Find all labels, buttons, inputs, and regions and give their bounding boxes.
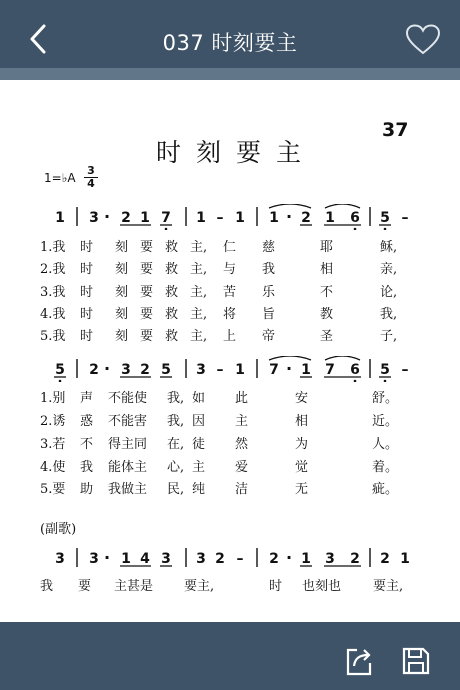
lyric-word: 圣 xyxy=(320,329,334,344)
lyric-word: 论, xyxy=(380,285,398,300)
note: 7 xyxy=(269,362,279,378)
lyric-word: 惑 xyxy=(80,414,94,429)
lyric-word: 要 xyxy=(140,285,154,300)
share-button[interactable] xyxy=(343,645,375,677)
lyric-row xyxy=(40,258,450,278)
lyric-word: 人。 xyxy=(372,437,399,452)
note: 1 xyxy=(196,210,206,226)
lyric-word: 洁 xyxy=(235,482,249,497)
lyric-word: 1.我 xyxy=(40,240,66,255)
note: 2 xyxy=(140,362,150,378)
lyric-word: 也刻也 xyxy=(302,579,342,594)
lyric-word: 救 xyxy=(165,285,179,300)
lyric-word: 得主同 xyxy=(108,437,148,452)
note: 3 xyxy=(89,551,99,567)
lyric-word: 刻 xyxy=(115,329,129,344)
page-title: 037 时刻要主 xyxy=(162,31,298,55)
lyric-word: 无 xyxy=(295,482,309,497)
lyric-word: 要主, xyxy=(373,579,404,594)
favorite-button[interactable] xyxy=(405,24,441,56)
lyric-word: 近。 xyxy=(372,414,399,429)
lyric-word: 刻 xyxy=(115,262,129,277)
note: · xyxy=(285,207,293,226)
lyric-word: 仁 xyxy=(223,240,237,255)
note: 1 xyxy=(400,551,410,567)
lyric-word: 时 xyxy=(80,240,94,255)
note: 3 xyxy=(161,551,171,567)
lyric-word: 主, xyxy=(190,285,208,300)
note: – xyxy=(216,210,224,226)
lyric-word: 不能害 xyxy=(108,414,148,429)
lyric-row xyxy=(40,281,450,301)
note: · xyxy=(103,548,111,567)
lyric-word: 舒。 xyxy=(372,391,399,406)
lyric-word: 主 xyxy=(192,460,206,475)
lyric-word: 时 xyxy=(80,329,94,344)
lyric-word: 能体主 xyxy=(108,460,148,475)
note: 1 xyxy=(140,210,150,226)
note: 1 xyxy=(55,210,65,226)
lyric-word: 时 xyxy=(80,285,94,300)
note: 3 xyxy=(89,210,99,226)
note: 5 xyxy=(380,362,390,378)
notation-line-3 xyxy=(0,545,460,571)
lyric-word: 如 xyxy=(192,391,206,406)
note: 5 xyxy=(380,210,390,226)
note: 6 xyxy=(350,210,360,226)
lyric-word: 教 xyxy=(320,307,334,322)
lyric-word: 我, xyxy=(380,307,398,322)
lyric-word: 时 xyxy=(80,307,94,322)
lyric-word: 2.我 xyxy=(40,262,66,277)
lyric-row xyxy=(40,236,450,256)
note: 5 xyxy=(161,362,171,378)
lyric-word: 刻 xyxy=(115,285,129,300)
lyric-word: 因 xyxy=(192,414,206,429)
lyric-word: 时 xyxy=(269,579,283,594)
lyric-word: 心, xyxy=(167,460,185,475)
lyric-word: 要主, xyxy=(184,579,215,594)
lyric-word: 相 xyxy=(295,414,309,429)
lyric-word: 觉 xyxy=(295,460,309,475)
save-floppy-icon xyxy=(400,645,432,677)
lyric-word: 稣, xyxy=(380,240,398,255)
lyric-word: 不 xyxy=(320,285,334,300)
lyric-word: 民, xyxy=(167,482,185,497)
notation-svg xyxy=(0,356,460,382)
chorus-label: (副歌) xyxy=(40,522,77,537)
lyric-row xyxy=(40,387,450,407)
lyric-word: 要 xyxy=(140,240,154,255)
heart-outline-icon xyxy=(405,24,441,56)
lyric-word: 3.我 xyxy=(40,285,66,300)
note: 2 xyxy=(301,210,311,226)
note: · xyxy=(103,359,111,378)
lyric-word: 旨 xyxy=(262,307,276,322)
lyric-word: 纯 xyxy=(192,482,206,497)
note: 3 xyxy=(196,362,206,378)
note: 1 xyxy=(325,210,335,226)
lyric-word: 为 xyxy=(295,437,309,452)
note: · xyxy=(285,359,293,378)
time-signature-top: 3 xyxy=(87,164,95,177)
lyric-word: 安 xyxy=(295,391,309,406)
save-button[interactable] xyxy=(400,645,432,677)
lyric-row xyxy=(40,575,450,595)
octave-dot xyxy=(165,228,168,230)
lyric-row xyxy=(40,433,450,453)
lyric-word: 不能使 xyxy=(108,391,148,406)
lyric-word: 主, xyxy=(190,329,208,344)
note: 1 xyxy=(235,210,245,226)
octave-dot xyxy=(59,380,62,382)
note: 3 xyxy=(325,551,335,567)
note: 2 xyxy=(121,210,131,226)
lyric-word: 4.我 xyxy=(40,307,66,322)
note: 7 xyxy=(325,362,335,378)
lyric-word: 相 xyxy=(320,262,334,277)
lyric-row xyxy=(40,478,450,498)
note: 3 xyxy=(121,362,131,378)
note: 5 xyxy=(55,362,65,378)
note: 2 xyxy=(269,551,279,567)
lyric-word: 主, xyxy=(190,307,208,322)
note: – xyxy=(401,362,409,378)
lyric-word: 要 xyxy=(140,307,154,322)
lyric-word: 救 xyxy=(165,240,179,255)
lyric-word: 助 xyxy=(80,482,94,497)
share-export-icon xyxy=(343,645,375,677)
lyric-word: 慈 xyxy=(262,240,276,255)
lyric-word: 我, xyxy=(167,391,185,406)
lyric-word: 3.若 xyxy=(40,437,66,452)
note: 3 xyxy=(55,551,65,567)
note: 1 xyxy=(301,362,311,378)
notation-svg xyxy=(0,545,460,571)
lyric-word: 此 xyxy=(235,391,249,406)
lyric-word: 2.诱 xyxy=(40,414,66,429)
hymn-title: 时刻要主 xyxy=(155,138,316,167)
lyric-word: 苦 xyxy=(223,285,237,300)
lyric-word: 帝 xyxy=(262,329,276,344)
note: · xyxy=(103,207,111,226)
lyric-word: 主, xyxy=(190,262,208,277)
lyric-word: 刻 xyxy=(115,307,129,322)
lyric-word: 要 xyxy=(140,329,154,344)
lyric-word: 在, xyxy=(167,437,185,452)
note: 3 xyxy=(196,551,206,567)
note: 2 xyxy=(380,551,390,567)
lyric-word: 主甚是 xyxy=(114,579,154,594)
lyric-word: 主 xyxy=(235,414,249,429)
lyric-word: 我做主 xyxy=(108,482,148,497)
lyric-row xyxy=(40,325,450,345)
lyric-word: 要 xyxy=(140,262,154,277)
lyric-row xyxy=(40,456,450,476)
lyric-word: 我, xyxy=(167,414,185,429)
lyric-word: 将 xyxy=(223,307,237,322)
note: – xyxy=(401,210,409,226)
lyric-word: 亲, xyxy=(380,262,398,277)
lyric-word: 救 xyxy=(165,262,179,277)
bottom-toolbar xyxy=(0,622,460,690)
octave-dot xyxy=(384,380,387,382)
note: – xyxy=(236,551,244,567)
lyric-word: 要 xyxy=(78,579,92,594)
lyric-word: 我 xyxy=(40,579,54,594)
lyric-word: 1.别 xyxy=(40,391,66,406)
lyric-word: 徒 xyxy=(192,437,206,452)
top-bar-strip xyxy=(0,68,460,80)
note: – xyxy=(216,362,224,378)
octave-dot xyxy=(354,228,357,230)
octave-dot xyxy=(354,380,357,382)
note: 2 xyxy=(215,551,225,567)
lyric-word: 耶 xyxy=(320,240,334,255)
lyric-word: 爱 xyxy=(235,460,249,475)
lyric-row xyxy=(40,303,450,323)
lyric-word: 乐 xyxy=(262,285,276,300)
lyric-word: 我 xyxy=(262,262,276,277)
lyric-word: 子, xyxy=(380,329,398,344)
lyric-word: 我 xyxy=(80,460,94,475)
lyric-word: 上 xyxy=(223,329,237,344)
slur xyxy=(325,204,360,208)
note: 7 xyxy=(161,210,171,226)
note: 2 xyxy=(350,551,360,567)
lyric-word: 声 xyxy=(80,391,94,406)
time-signature xyxy=(84,165,98,190)
lyric-word: 4.使 xyxy=(40,460,66,475)
note: 1 xyxy=(235,362,245,378)
lyric-word: 不 xyxy=(80,437,94,452)
lyric-word: 5.要 xyxy=(40,482,66,497)
note: 1 xyxy=(269,210,279,226)
slur xyxy=(325,356,360,360)
notation-line-1 xyxy=(0,204,460,230)
lyric-word: 疵。 xyxy=(372,482,399,497)
lyric-word: 主, xyxy=(190,240,208,255)
lyric-word: 救 xyxy=(165,307,179,322)
notation-line-2 xyxy=(0,356,460,382)
note: · xyxy=(285,548,293,567)
note: 6 xyxy=(350,362,360,378)
lyric-word: 救 xyxy=(165,329,179,344)
note: 1 xyxy=(301,551,311,567)
note: 4 xyxy=(140,551,150,567)
key-signature: 1=♭A xyxy=(44,171,76,185)
lyric-word: 与 xyxy=(223,262,237,277)
lyric-row xyxy=(40,410,450,430)
octave-dot xyxy=(384,228,387,230)
lyric-word: 然 xyxy=(235,437,249,452)
hymn-number: 37 xyxy=(382,119,409,141)
note: 1 xyxy=(121,551,131,567)
lyric-word: 刻 xyxy=(115,240,129,255)
lyric-word: 着。 xyxy=(372,460,399,475)
notation-svg xyxy=(0,204,460,230)
time-signature-bottom: 4 xyxy=(84,177,98,190)
lyric-word: 时 xyxy=(80,262,94,277)
lyric-word: 5.我 xyxy=(40,329,66,344)
note: 2 xyxy=(89,362,99,378)
